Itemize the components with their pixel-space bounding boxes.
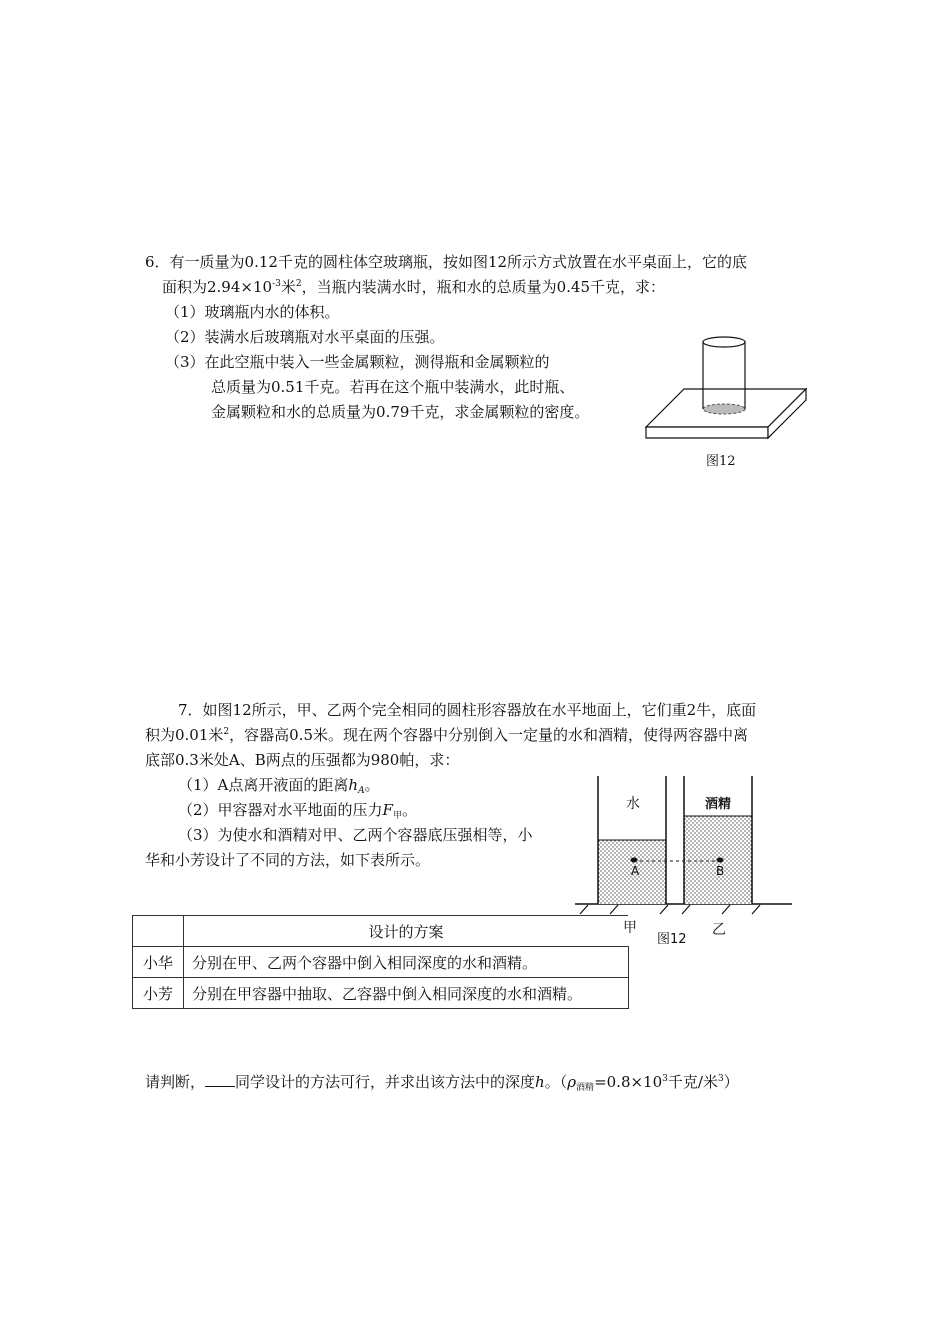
label-water: 水 <box>626 796 640 812</box>
q7-exponent: 2 <box>223 727 230 737</box>
label-point-b: B <box>716 864 725 878</box>
bottle-on-table-figure <box>640 332 810 442</box>
q7-line-2 <box>145 725 748 748</box>
point-b-dot <box>717 858 724 863</box>
q7-item-3-line-2: 华和小芳设计了不同的方法，如下表所示。 <box>145 851 431 869</box>
label-point-a: A <box>631 864 640 878</box>
table-header-row <box>133 916 629 947</box>
table-plan-cell: 分别在甲、乙两个容器中倒入相同深度的水和酒精。 <box>184 947 629 978</box>
label-container-yi: 乙 <box>712 922 726 938</box>
q7-text: ，容器高0.5米。现在两个容器中分别倒入一定量的水和酒精，使得两容器中离 <box>229 726 748 744</box>
q7-text: 请判断， <box>145 1073 206 1091</box>
q7-item-3-line-1: （3）为使水和酒精对甲、乙两个容器底压强相等，小 <box>178 826 533 844</box>
q6-line-2 <box>162 277 665 300</box>
q7-text: 。 <box>401 801 417 819</box>
q6-item-3-line-3: 金属颗粒和水的总质量为0.79千克，求金属颗粒的密度。 <box>211 403 590 421</box>
q6-figure-caption: 图12 <box>706 454 736 469</box>
q7-line-3: 底部0.3米处A、B两点的压强都为980帕，求： <box>145 751 460 769</box>
table-header-cell: 设计的方案 <box>184 916 629 947</box>
q7-subscript: A <box>358 786 365 796</box>
table-name-cell: 小芳 <box>133 978 184 1009</box>
q7-exponent: 3 <box>717 1074 724 1084</box>
q7-variable: h <box>535 1073 545 1091</box>
q6-item-3-line-1: （3）在此空瓶中装入一些金属颗粒，测得瓶和金属颗粒的 <box>165 353 550 371</box>
bottle-base <box>703 404 745 414</box>
q6-text: 米 <box>280 278 296 296</box>
q6-exponent: 2 <box>295 279 302 289</box>
table-row <box>133 978 629 1009</box>
table-corner-cell <box>133 916 184 947</box>
q7-text: 同学设计的方法可行，并求出该方法中的深度 <box>235 1073 536 1091</box>
answer-blank[interactable] <box>205 1072 235 1087</box>
q7-final-question <box>145 1072 739 1095</box>
q6-line-1: 6．有一质量为0.12千克的圆柱体空玻璃瓶，按如图12所示方式放置在水平桌面上，它的底 <box>145 253 748 271</box>
point-a-dot <box>631 858 638 863</box>
design-plan-table <box>132 915 629 1009</box>
q6-text: 面积为2.94×10 <box>162 278 273 296</box>
table-plan-cell: 分别在甲容器中抽取、乙容器中倒入相同深度的水和酒精。 <box>184 978 629 1009</box>
q6-text: ，当瓶内装满水时，瓶和水的总质量为0.45千克，求： <box>301 278 665 296</box>
ground-hatch <box>580 905 760 914</box>
q7-figure-caption: 图12 <box>657 932 687 947</box>
q7-subscript: 甲 <box>392 811 402 821</box>
q7-text: 。（ <box>544 1073 568 1091</box>
q7-text: =0.8×10 <box>594 1073 663 1091</box>
q7-text: （2）甲容器对水平地面的压力 <box>178 801 383 819</box>
label-alcohol: 酒精 <box>705 797 732 812</box>
table-row <box>133 947 629 978</box>
label-container-jia: 甲 <box>623 920 637 936</box>
q7-line-1: 7．如图12所示，甲、乙两个完全相同的圆柱形容器放在水平地面上，它们重2牛，底面 <box>178 701 757 719</box>
q7-text: ） <box>723 1073 739 1091</box>
q7-item-2 <box>178 800 417 823</box>
q6-item-1: （1）玻璃瓶内水的体积。 <box>165 303 340 321</box>
q7-text: 。 <box>364 776 380 794</box>
q7-text: 积为0.01米 <box>145 726 224 744</box>
q7-rho-symbol: ρ <box>567 1073 577 1091</box>
q7-variable: h <box>348 776 359 794</box>
q7-text: （1）A点离开液面的距离 <box>178 776 349 794</box>
q7-item-1 <box>178 775 380 798</box>
q7-subscript: 酒精 <box>576 1083 595 1093</box>
q7-exponent: 3 <box>662 1074 668 1084</box>
bottle-mouth <box>703 337 745 347</box>
table-name-cell: 小华 <box>133 947 184 978</box>
table-front <box>646 427 768 438</box>
q6-item-3-line-2: 总质量为0.51千克。若再在这个瓶中装满水，此时瓶、 <box>211 378 575 396</box>
q7-variable: F <box>382 801 393 819</box>
q6-exponent: -3 <box>272 279 281 289</box>
q6-item-2: （2）装满水后玻璃瓶对水平桌面的压强。 <box>165 328 445 346</box>
q7-text: 千克/米 <box>667 1073 718 1091</box>
